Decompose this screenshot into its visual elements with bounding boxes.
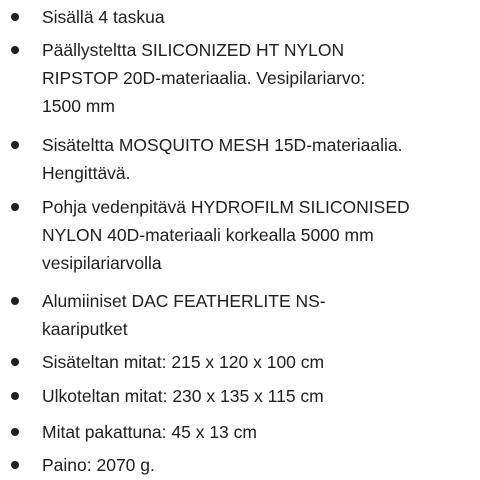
bullet-icon <box>11 461 19 469</box>
list-item-line: Päällysteltta SILICONIZED HT NYLON <box>42 40 345 60</box>
list-item-text <box>42 382 478 410</box>
bullet-icon <box>11 358 19 366</box>
bullet-icon <box>11 297 19 305</box>
list-item-text <box>42 193 478 277</box>
list-item-line: Pohja vedenpitävä HYDROFILM SILICONISED <box>42 197 410 217</box>
list-item-line: Ulkoteltan mitat: 230 x 135 x 115 cm <box>42 386 324 406</box>
list-item-line: Sisällä 4 taskua <box>42 7 165 27</box>
list-item-text <box>42 287 478 343</box>
list-item-line: 1500 mm <box>42 96 115 116</box>
list-item-line: Paino: 2070 g. <box>42 455 155 475</box>
bullet-icon <box>11 392 19 400</box>
bullet-icon <box>11 203 19 211</box>
list-item-line: Mitat pakattuna: 45 x 13 cm <box>42 422 257 442</box>
list-item-text <box>42 3 478 31</box>
list-item-line: kaariputket <box>42 319 128 339</box>
list-item-text <box>42 451 478 479</box>
list-item-line: Hengittävä. <box>42 163 131 183</box>
list-item-text <box>42 348 478 376</box>
list-item-text <box>42 36 478 120</box>
list-item-text <box>42 131 478 187</box>
list-item-line: RIPSTOP 20D-materiaalia. Vesipilariarvo: <box>42 68 366 88</box>
bullet-icon <box>11 141 19 149</box>
list-item-line: vesipilariarvolla <box>42 253 162 273</box>
list-item-line: Alumiiniset DAC FEATHERLITE NS- <box>42 291 326 311</box>
bullet-icon <box>11 46 19 54</box>
list-item-text <box>42 418 478 446</box>
list-item-line: Sisäteltan mitat: 215 x 120 x 100 cm <box>42 352 325 372</box>
bullet-icon <box>11 428 19 436</box>
list-item-line: NYLON 40D-materiaali korkealla 5000 mm <box>42 225 374 245</box>
bullet-icon <box>11 13 19 21</box>
list-item-line: Sisäteltta MOSQUITO MESH 15D-materiaalia. <box>42 135 403 155</box>
